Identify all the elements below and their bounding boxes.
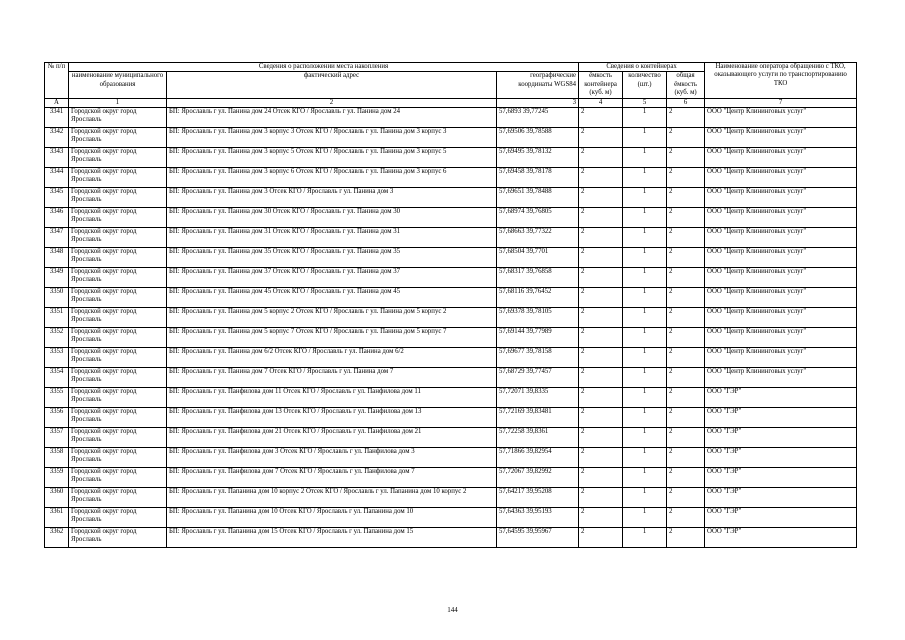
column-index: 3 bbox=[497, 98, 579, 107]
row-number: 3349 bbox=[45, 268, 69, 288]
row-number: 3359 bbox=[45, 468, 69, 488]
volume-cell: 2 bbox=[667, 448, 705, 468]
column-index-row bbox=[45, 98, 857, 107]
coords-cell: 57,69677 39,78158 bbox=[497, 348, 579, 368]
row-number: 3350 bbox=[45, 288, 69, 308]
capacity-cell: 2 bbox=[579, 368, 623, 388]
coords-cell: 57,72169 39,83481 bbox=[497, 408, 579, 428]
address-cell: БП: Ярославль г ул. Панфилова дом 11 Отсек КГО / Ярославль г ул. Панфилова дом 11 bbox=[167, 388, 497, 408]
volume-cell: 2 bbox=[667, 328, 705, 348]
coords-cell: 57,72071 39,8335 bbox=[497, 388, 579, 408]
column-index: 1 bbox=[69, 98, 167, 107]
header-municipality: наименование муниципального образования bbox=[69, 72, 167, 98]
capacity-cell: 2 bbox=[579, 528, 623, 548]
operator-cell: ООО "Центр Клининговых услуг" bbox=[705, 108, 857, 128]
row-number: 3351 bbox=[45, 308, 69, 328]
municipality-cell: Городской округ город Ярославль bbox=[69, 388, 167, 408]
municipality-cell: Городской округ город Ярославль bbox=[69, 288, 167, 308]
address-cell: БП: Ярославль г ул. Панина дом 35 Отсек КГО / Ярославль г ул. Панина дом 35 bbox=[167, 248, 497, 268]
volume-cell: 2 bbox=[667, 428, 705, 448]
coords-cell: 57,71866 39,82954 bbox=[497, 448, 579, 468]
volume-cell: 2 bbox=[667, 268, 705, 288]
operator-cell: ООО "ГЭР" bbox=[705, 488, 857, 508]
volume-cell: 2 bbox=[667, 188, 705, 208]
municipality-cell: Городской округ город Ярославль bbox=[69, 268, 167, 288]
header-container-group: Сведения о контейнерах bbox=[579, 63, 705, 72]
row-number: 3352 bbox=[45, 328, 69, 348]
municipality-cell: Городской округ город Ярославль bbox=[69, 188, 167, 208]
capacity-cell: 2 bbox=[579, 148, 623, 168]
coords-cell: 57,69144 39,77989 bbox=[497, 328, 579, 348]
operator-cell: ООО "Центр Клининговых услуг" bbox=[705, 208, 857, 228]
municipality-cell: Городской округ город Ярославль bbox=[69, 248, 167, 268]
operator-cell: ООО "ГЭР" bbox=[705, 388, 857, 408]
municipality-cell: Городской округ город Ярославль bbox=[69, 348, 167, 368]
count-cell: 1 bbox=[623, 428, 667, 448]
row-number: 3344 bbox=[45, 168, 69, 188]
operator-cell: ООО "ГЭР" bbox=[705, 428, 857, 448]
address-cell: БП: Ярославль г ул. Папанина дом 15 Отсек КГО / Ярославль г ул. Папанина дом 15 bbox=[167, 528, 497, 548]
operator-cell: ООО "Центр Клининговых услуг" bbox=[705, 248, 857, 268]
coords-cell: 57,68317 39,76858 bbox=[497, 268, 579, 288]
capacity-cell: 2 bbox=[579, 208, 623, 228]
volume-cell: 2 bbox=[667, 348, 705, 368]
coords-cell: 57,64363 39,95193 bbox=[497, 508, 579, 528]
header-num: № п/п bbox=[45, 63, 69, 99]
page-number: 144 bbox=[447, 606, 458, 614]
municipality-cell: Городской округ город Ярославль bbox=[69, 488, 167, 508]
row-number: 3355 bbox=[45, 388, 69, 408]
operator-cell: ООО "Центр Клининговых услуг" bbox=[705, 148, 857, 168]
coords-cell: 57,69651 39,78488 bbox=[497, 188, 579, 208]
coords-cell: 57,68663 39,77322 bbox=[497, 228, 579, 248]
count-cell: 1 bbox=[623, 108, 667, 128]
municipality-cell: Городской округ город Ярославль bbox=[69, 508, 167, 528]
header-row-1 bbox=[45, 63, 857, 72]
address-cell: БП: Ярославль г ул. Панина дом 3 корпус 6 Отсек КГО / Ярославль г ул. Панина дом 3 корпус 6 bbox=[167, 168, 497, 188]
table-row bbox=[45, 188, 857, 208]
table-row bbox=[45, 288, 857, 308]
capacity-cell: 2 bbox=[579, 168, 623, 188]
row-number: 3341 bbox=[45, 108, 69, 128]
capacity-cell: 2 bbox=[579, 508, 623, 528]
municipality-cell: Городской округ город Ярославль bbox=[69, 168, 167, 188]
volume-cell: 2 bbox=[667, 408, 705, 428]
address-cell: БП: Ярославль г ул. Панина дом 24 Отсек КГО / Ярославль г ул. Панина дом 24 bbox=[167, 108, 497, 128]
coords-cell: 57,69495 39,78132 bbox=[497, 148, 579, 168]
coords-cell: 57,64217 39,95208 bbox=[497, 488, 579, 508]
header-address: фактический адрес bbox=[167, 72, 497, 98]
header-coords: географические координаты WGS84 bbox=[497, 72, 579, 98]
coords-cell: 57,68116 39,76452 bbox=[497, 288, 579, 308]
capacity-cell: 2 bbox=[579, 128, 623, 148]
volume-cell: 2 bbox=[667, 308, 705, 328]
table-row bbox=[45, 248, 857, 268]
volume-cell: 2 bbox=[667, 148, 705, 168]
address-cell: БП: Ярославль г ул. Панина дом 5 корпус 2 Отсек КГО / Ярославль г ул. Панина дом 5 корпус 2 bbox=[167, 308, 497, 328]
operator-cell: ООО "Центр Клининговых услуг" bbox=[705, 228, 857, 248]
table-row bbox=[45, 268, 857, 288]
municipality-cell: Городской округ город Ярославль bbox=[69, 308, 167, 328]
header-total-volume: общая ёмкость (куб. м) bbox=[667, 72, 705, 98]
capacity-cell: 2 bbox=[579, 428, 623, 448]
operator-cell: ООО "ГЭР" bbox=[705, 408, 857, 428]
volume-cell: 2 bbox=[667, 228, 705, 248]
municipality-cell: Городской округ город Ярославль bbox=[69, 468, 167, 488]
volume-cell: 2 bbox=[667, 168, 705, 188]
operator-cell: ООО "ГЭР" bbox=[705, 448, 857, 468]
address-cell: БП: Ярославль г ул. Панина дом 30 Отсек КГО / Ярославль г ул. Панина дом 30 bbox=[167, 208, 497, 228]
count-cell: 1 bbox=[623, 248, 667, 268]
coords-cell: 57,69506 39,78588 bbox=[497, 128, 579, 148]
column-index: А bbox=[45, 98, 69, 107]
row-number: 3354 bbox=[45, 368, 69, 388]
address-cell: БП: Ярославль г ул. Панина дом 31 Отсек КГО / Ярославль г ул. Панина дом 31 bbox=[167, 228, 497, 248]
address-cell: БП: Ярославль г ул. Панина дом 45 Отсек КГО / Ярославль г ул. Панина дом 45 bbox=[167, 288, 497, 308]
volume-cell: 2 bbox=[667, 368, 705, 388]
row-number: 3346 bbox=[45, 208, 69, 228]
volume-cell: 2 bbox=[667, 488, 705, 508]
table-row bbox=[45, 168, 857, 188]
capacity-cell: 2 bbox=[579, 388, 623, 408]
operator-cell: ООО "Центр Клининговых услуг" bbox=[705, 188, 857, 208]
table-row bbox=[45, 528, 857, 548]
coords-cell: 57,68974 39,76805 bbox=[497, 208, 579, 228]
header-capacity: ёмкость контейнера (куб. м) bbox=[579, 72, 623, 98]
address-cell: БП: Ярославль г ул. Панфилова дом 3 Отсек КГО / Ярославль г ул. Панфилова дом 3 bbox=[167, 448, 497, 468]
table-row bbox=[45, 508, 857, 528]
column-index: 7 bbox=[705, 98, 857, 107]
address-cell: БП: Ярославль г ул. Панина дом 3 корпус 3 Отсек КГО / Ярославль г ул. Панина дом 3 корпус 3 bbox=[167, 128, 497, 148]
table-row bbox=[45, 448, 857, 468]
count-cell: 1 bbox=[623, 268, 667, 288]
operator-cell: ООО "ГЭР" bbox=[705, 468, 857, 488]
address-cell: БП: Ярославль г ул. Панина дом 37 Отсек КГО / Ярославль г ул. Панина дом 37 bbox=[167, 268, 497, 288]
operator-cell: ООО "Центр Клининговых услуг" bbox=[705, 268, 857, 288]
table-row bbox=[45, 428, 857, 448]
municipality-cell: Городской округ город Ярославль bbox=[69, 408, 167, 428]
address-cell: БП: Ярославль г ул. Панфилова дом 13 Отсек КГО / Ярославль г ул. Панфилова дом 13 bbox=[167, 408, 497, 428]
capacity-cell: 2 bbox=[579, 228, 623, 248]
capacity-cell: 2 bbox=[579, 188, 623, 208]
column-index: 2 bbox=[167, 98, 497, 107]
count-cell: 1 bbox=[623, 308, 667, 328]
row-number: 3345 bbox=[45, 188, 69, 208]
volume-cell: 2 bbox=[667, 528, 705, 548]
count-cell: 1 bbox=[623, 328, 667, 348]
coords-cell: 57,69378 39,78105 bbox=[497, 308, 579, 328]
count-cell: 1 bbox=[623, 348, 667, 368]
municipality-cell: Городской округ город Ярославль bbox=[69, 368, 167, 388]
municipality-cell: Городской округ город Ярославль bbox=[69, 208, 167, 228]
count-cell: 1 bbox=[623, 128, 667, 148]
row-number: 3361 bbox=[45, 508, 69, 528]
coords-cell: 57,69458 39,78178 bbox=[497, 168, 579, 188]
table-row bbox=[45, 128, 857, 148]
municipality-cell: Городской округ город Ярославль bbox=[69, 528, 167, 548]
volume-cell: 2 bbox=[667, 388, 705, 408]
table-row bbox=[45, 228, 857, 248]
coords-cell: 57,6893 39,77245 bbox=[497, 108, 579, 128]
count-cell: 1 bbox=[623, 468, 667, 488]
address-cell: БП: Ярославль г ул. Панина дом 6/2 Отсек КГО / Ярославль г ул. Панина дом 6/2 bbox=[167, 348, 497, 368]
table-row bbox=[45, 488, 857, 508]
table-row bbox=[45, 408, 857, 428]
address-cell: БП: Ярославль г ул. Папанина дом 10 корпус 2 Отсек КГО / Ярославль г ул. Папанина дом 10 корпус 2 bbox=[167, 488, 497, 508]
count-cell: 1 bbox=[623, 188, 667, 208]
header-count: количество (шт.) bbox=[623, 72, 667, 98]
table-row bbox=[45, 468, 857, 488]
column-index: 4 bbox=[579, 98, 623, 107]
address-cell: БП: Ярославль г ул. Панфилова дом 21 Отсек КГО / Ярославль г ул. Панфилова дом 21 bbox=[167, 428, 497, 448]
header-location-group: Сведения о расположении места накопления bbox=[69, 63, 579, 72]
row-number: 3357 bbox=[45, 428, 69, 448]
table-row bbox=[45, 328, 857, 348]
municipality-cell: Городской округ город Ярославль bbox=[69, 328, 167, 348]
volume-cell: 2 bbox=[667, 108, 705, 128]
address-cell: БП: Ярославль г ул. Панина дом 3 Отсек КГО / Ярославль г ул. Панина дом 3 bbox=[167, 188, 497, 208]
operator-cell: ООО "Центр Клининговых услуг" bbox=[705, 328, 857, 348]
capacity-cell: 2 bbox=[579, 108, 623, 128]
address-cell: БП: Ярославль г ул. Панина дом 7 Отсек КГО / Ярославль г ул. Панина дом 7 bbox=[167, 368, 497, 388]
municipality-cell: Городской округ город Ярославль bbox=[69, 428, 167, 448]
waste-sites-table bbox=[44, 62, 857, 548]
operator-cell: ООО "Центр Клининговых услуг" bbox=[705, 308, 857, 328]
operator-cell: ООО "Центр Клининговых услуг" bbox=[705, 288, 857, 308]
row-number: 3360 bbox=[45, 488, 69, 508]
volume-cell: 2 bbox=[667, 468, 705, 488]
operator-cell: ООО "Центр Клининговых услуг" bbox=[705, 168, 857, 188]
operator-cell: ООО "Центр Клининговых услуг" bbox=[705, 368, 857, 388]
table-row bbox=[45, 308, 857, 328]
count-cell: 1 bbox=[623, 208, 667, 228]
capacity-cell: 2 bbox=[579, 408, 623, 428]
address-cell: БП: Ярославль г ул. Панфилова дом 7 Отсек КГО / Ярославль г ул. Панфилова дом 7 bbox=[167, 468, 497, 488]
address-cell: БП: Ярославль г ул. Панина дом 3 корпус 5 Отсек КГО / Ярославль г ул. Панина дом 3 корпус 5 bbox=[167, 148, 497, 168]
operator-cell: ООО "ГЭР" bbox=[705, 508, 857, 528]
row-number: 3342 bbox=[45, 128, 69, 148]
operator-cell: ООО "ГЭР" bbox=[705, 528, 857, 548]
coords-cell: 57,72067 39,82992 bbox=[497, 468, 579, 488]
capacity-cell: 2 bbox=[579, 288, 623, 308]
municipality-cell: Городской округ город Ярославль bbox=[69, 128, 167, 148]
capacity-cell: 2 bbox=[579, 328, 623, 348]
count-cell: 1 bbox=[623, 448, 667, 468]
row-number: 3348 bbox=[45, 248, 69, 268]
count-cell: 1 bbox=[623, 148, 667, 168]
capacity-cell: 2 bbox=[579, 268, 623, 288]
table-row bbox=[45, 388, 857, 408]
row-number: 3358 bbox=[45, 448, 69, 468]
municipality-cell: Городской округ город Ярославль bbox=[69, 108, 167, 128]
count-cell: 1 bbox=[623, 288, 667, 308]
operator-cell: ООО "Центр Клининговых услуг" bbox=[705, 128, 857, 148]
row-number: 3353 bbox=[45, 348, 69, 368]
row-number: 3343 bbox=[45, 148, 69, 168]
municipality-cell: Городской округ город Ярославль bbox=[69, 228, 167, 248]
coords-cell: 57,72258 39,8361 bbox=[497, 428, 579, 448]
table-row bbox=[45, 348, 857, 368]
count-cell: 1 bbox=[623, 168, 667, 188]
capacity-cell: 2 bbox=[579, 308, 623, 328]
column-index: 6 bbox=[667, 98, 705, 107]
column-index: 5 bbox=[623, 98, 667, 107]
volume-cell: 2 bbox=[667, 288, 705, 308]
table-row bbox=[45, 148, 857, 168]
header-operator: Наименование оператора обращению с ТКО, оказывающего услуги по транспортированию ТКО bbox=[705, 63, 857, 99]
operator-cell: ООО "Центр Клининговых услуг" bbox=[705, 348, 857, 368]
count-cell: 1 bbox=[623, 228, 667, 248]
count-cell: 1 bbox=[623, 508, 667, 528]
municipality-cell: Городской округ город Ярославль bbox=[69, 448, 167, 468]
address-cell: БП: Ярославль г ул. Панина дом 5 корпус 7 Отсек КГО / Ярославль г ул. Панина дом 5 корпус 7 bbox=[167, 328, 497, 348]
count-cell: 1 bbox=[623, 388, 667, 408]
capacity-cell: 2 bbox=[579, 348, 623, 368]
municipality-cell: Городской округ город Ярославль bbox=[69, 148, 167, 168]
volume-cell: 2 bbox=[667, 128, 705, 148]
volume-cell: 2 bbox=[667, 508, 705, 528]
table-row bbox=[45, 368, 857, 388]
volume-cell: 2 bbox=[667, 248, 705, 268]
table-row bbox=[45, 108, 857, 128]
row-number: 3347 bbox=[45, 228, 69, 248]
coords-cell: 57,68729 39,77457 bbox=[497, 368, 579, 388]
count-cell: 1 bbox=[623, 488, 667, 508]
table-row bbox=[45, 208, 857, 228]
row-number: 3356 bbox=[45, 408, 69, 428]
count-cell: 1 bbox=[623, 408, 667, 428]
coords-cell: 57,68504 39,7701 bbox=[497, 248, 579, 268]
row-number: 3362 bbox=[45, 528, 69, 548]
count-cell: 1 bbox=[623, 368, 667, 388]
coords-cell: 57,64595 39,95967 bbox=[497, 528, 579, 548]
capacity-cell: 2 bbox=[579, 488, 623, 508]
capacity-cell: 2 bbox=[579, 448, 623, 468]
count-cell: 1 bbox=[623, 528, 667, 548]
address-cell: БП: Ярославль г ул. Папанина дом 10 Отсек КГО / Ярославль г ул. Папанина дом 10 bbox=[167, 508, 497, 528]
capacity-cell: 2 bbox=[579, 468, 623, 488]
volume-cell: 2 bbox=[667, 208, 705, 228]
capacity-cell: 2 bbox=[579, 248, 623, 268]
